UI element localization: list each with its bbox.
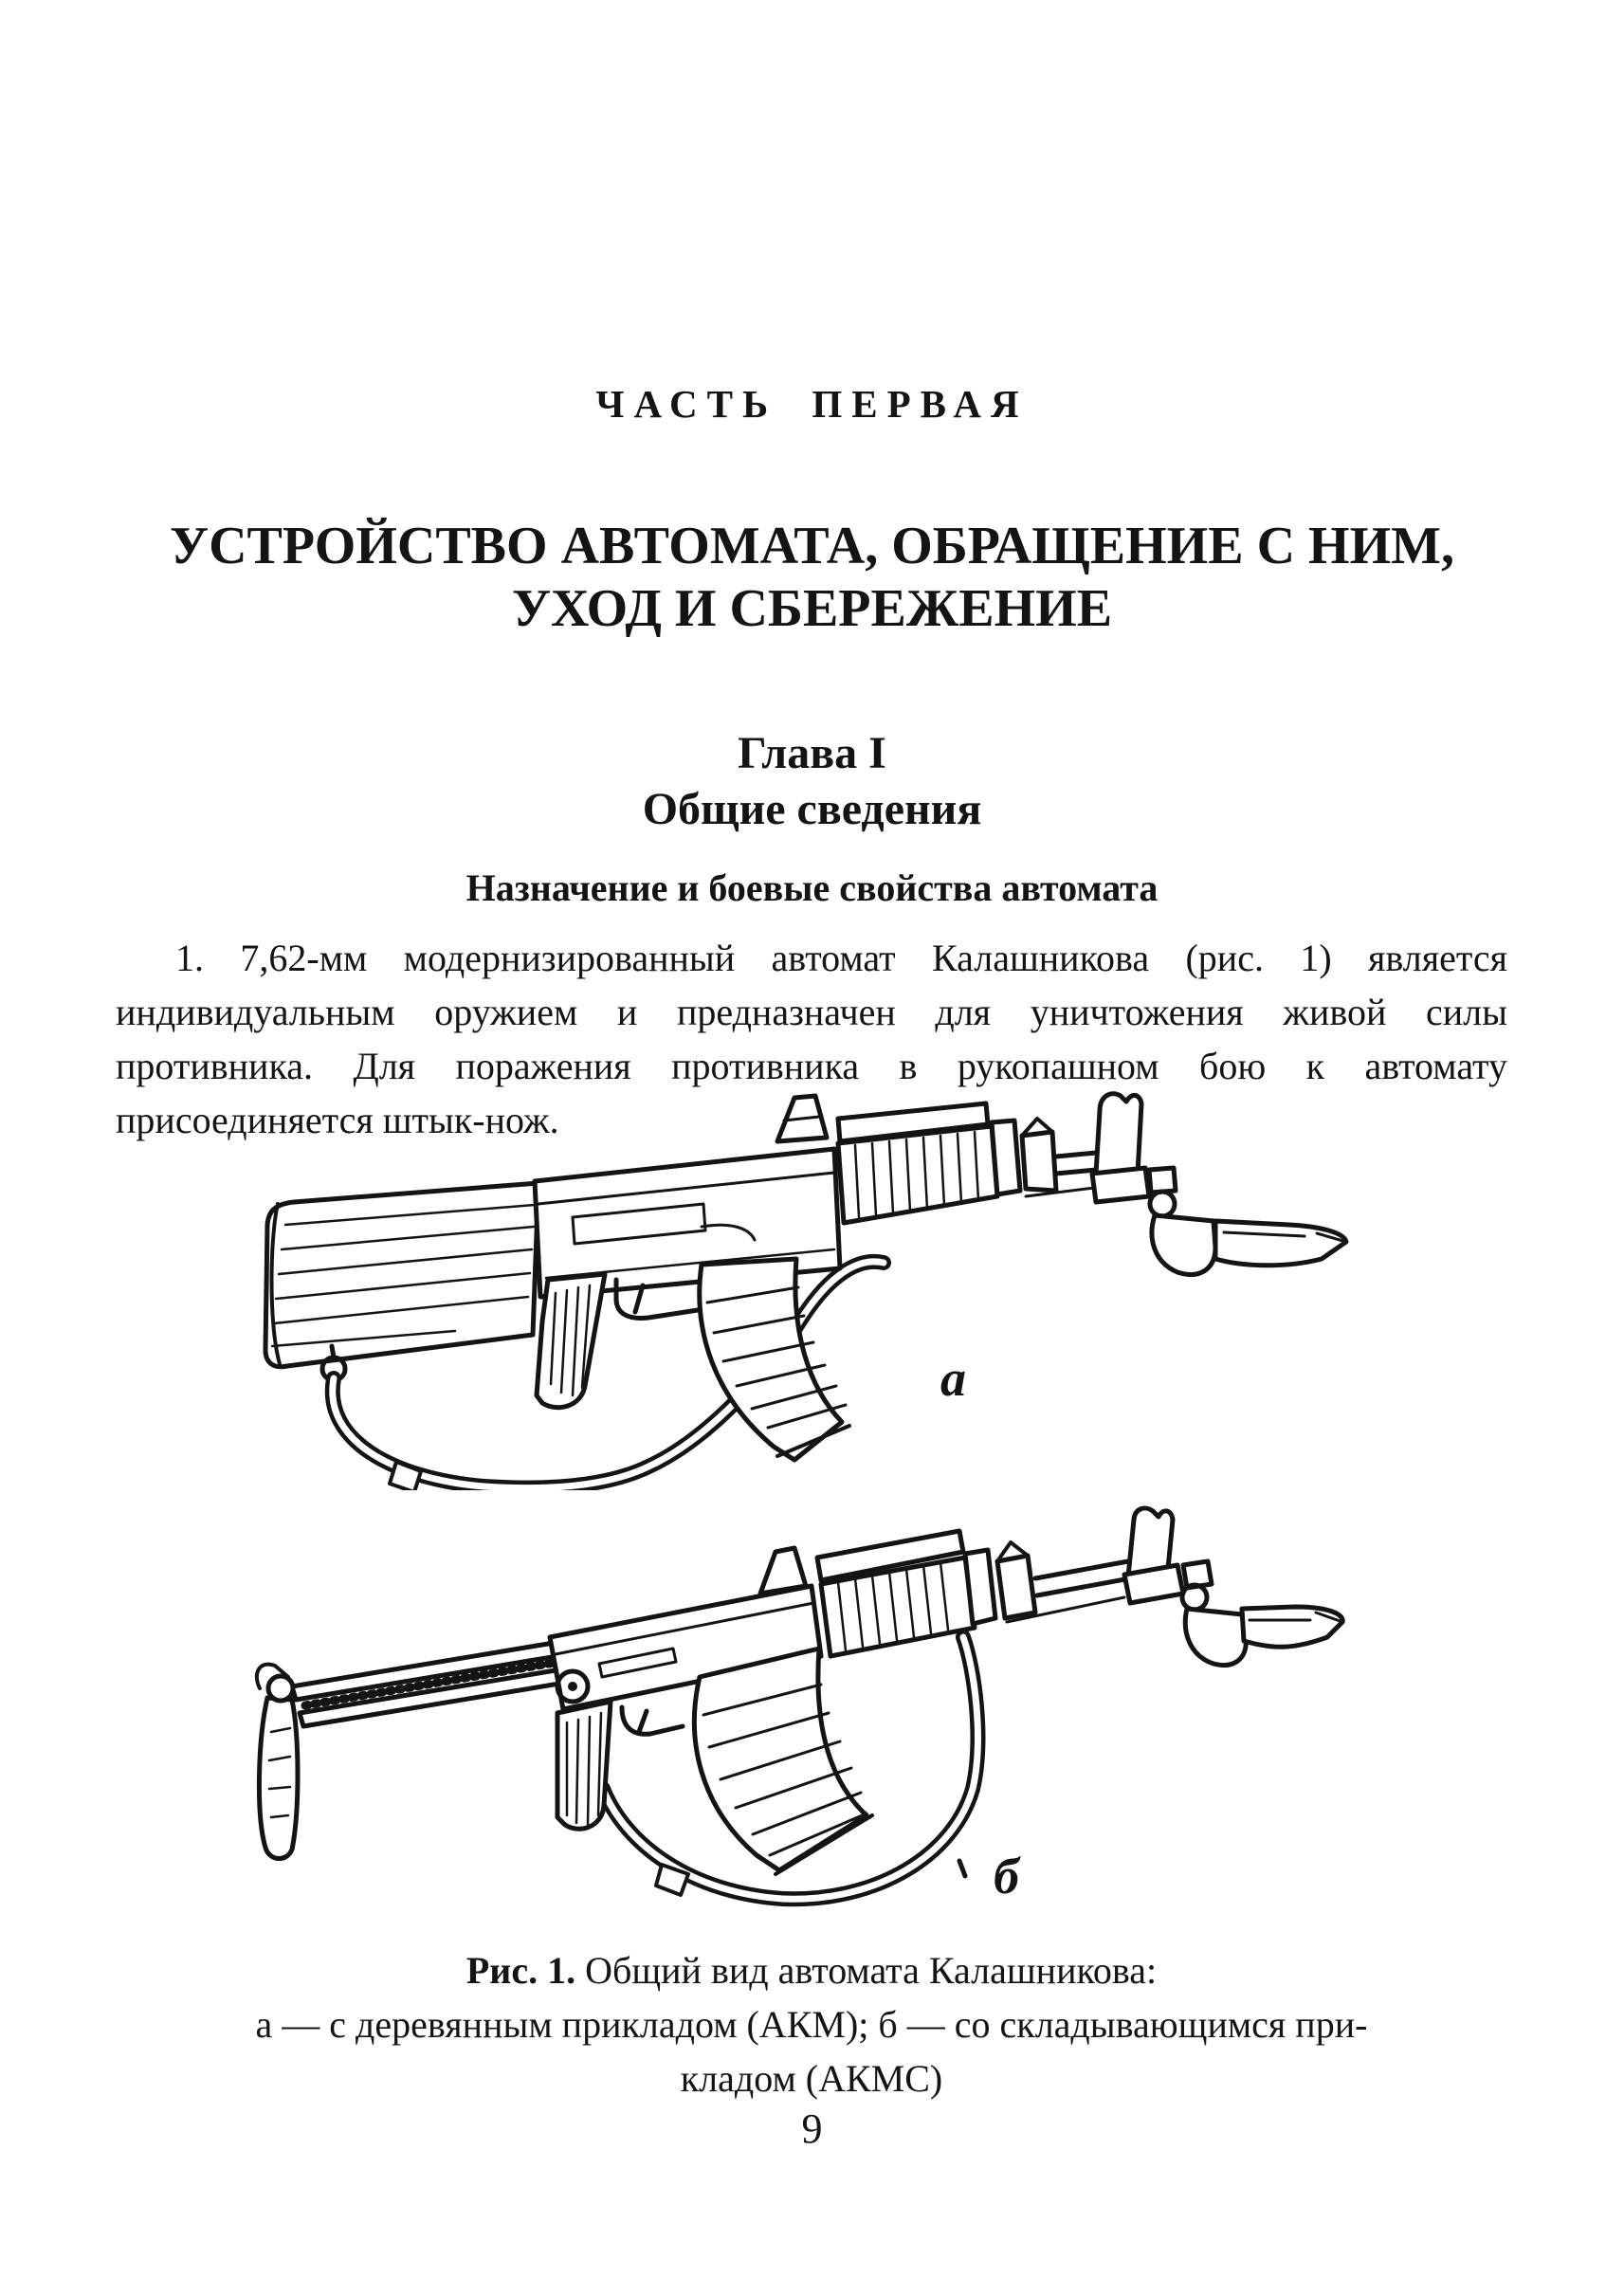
part-heading: ЧАСТЬ ПЕРВАЯ xyxy=(595,382,1029,426)
figure-label-b: б xyxy=(994,1848,1019,1904)
section-heading: Назначение и боевые свойства автомата xyxy=(465,866,1159,909)
caption-figure-number: Рис. 1. xyxy=(465,1949,576,1992)
figure-label-a: а xyxy=(940,1350,966,1407)
paragraph-line: противника. Для поражения противника в рукопашном бою к автомату xyxy=(116,1045,1507,1087)
chapter-heading xyxy=(0,725,1624,837)
title-line-2: УХОД И СБЕРЕЖЕНИЕ xyxy=(511,579,1113,638)
caption-detail-line-2: кладом (АКМС) xyxy=(680,2057,943,2100)
paragraph-line: индивидуальным оружием и предназначен для уничтожения живой силы xyxy=(116,991,1507,1033)
paragraph-line: присоединяется штык-нож. xyxy=(116,1099,559,1141)
paragraph-line: 1. 7,62-мм модернизированный автомат Калашникова (рис. 1) является xyxy=(175,937,1507,979)
page-number: 9 xyxy=(801,2105,823,2152)
akms-illustration xyxy=(142,1503,1356,1910)
caption-title xyxy=(219,1943,1404,1997)
figure-akms xyxy=(142,1503,1356,1910)
page-title xyxy=(0,515,1624,640)
title-line-1: УСТРОЙСТВО АВТОМАТА, ОБРАЩЕНИЕ С НИМ, xyxy=(170,517,1454,575)
caption-detail-line-1: а — с деревянным прикладом (АКМ); б — со складывающимся при- xyxy=(255,2003,1368,2046)
figure-caption xyxy=(219,1943,1404,2105)
akm-illustration xyxy=(171,1083,1356,1490)
caption-figure-title: Общий вид автомата Калашникова: xyxy=(575,1949,1158,1992)
figure-akm xyxy=(171,1083,1356,1490)
chapter-number: Глава I xyxy=(738,728,886,778)
chapter-subheading: Общие сведения xyxy=(642,784,982,834)
